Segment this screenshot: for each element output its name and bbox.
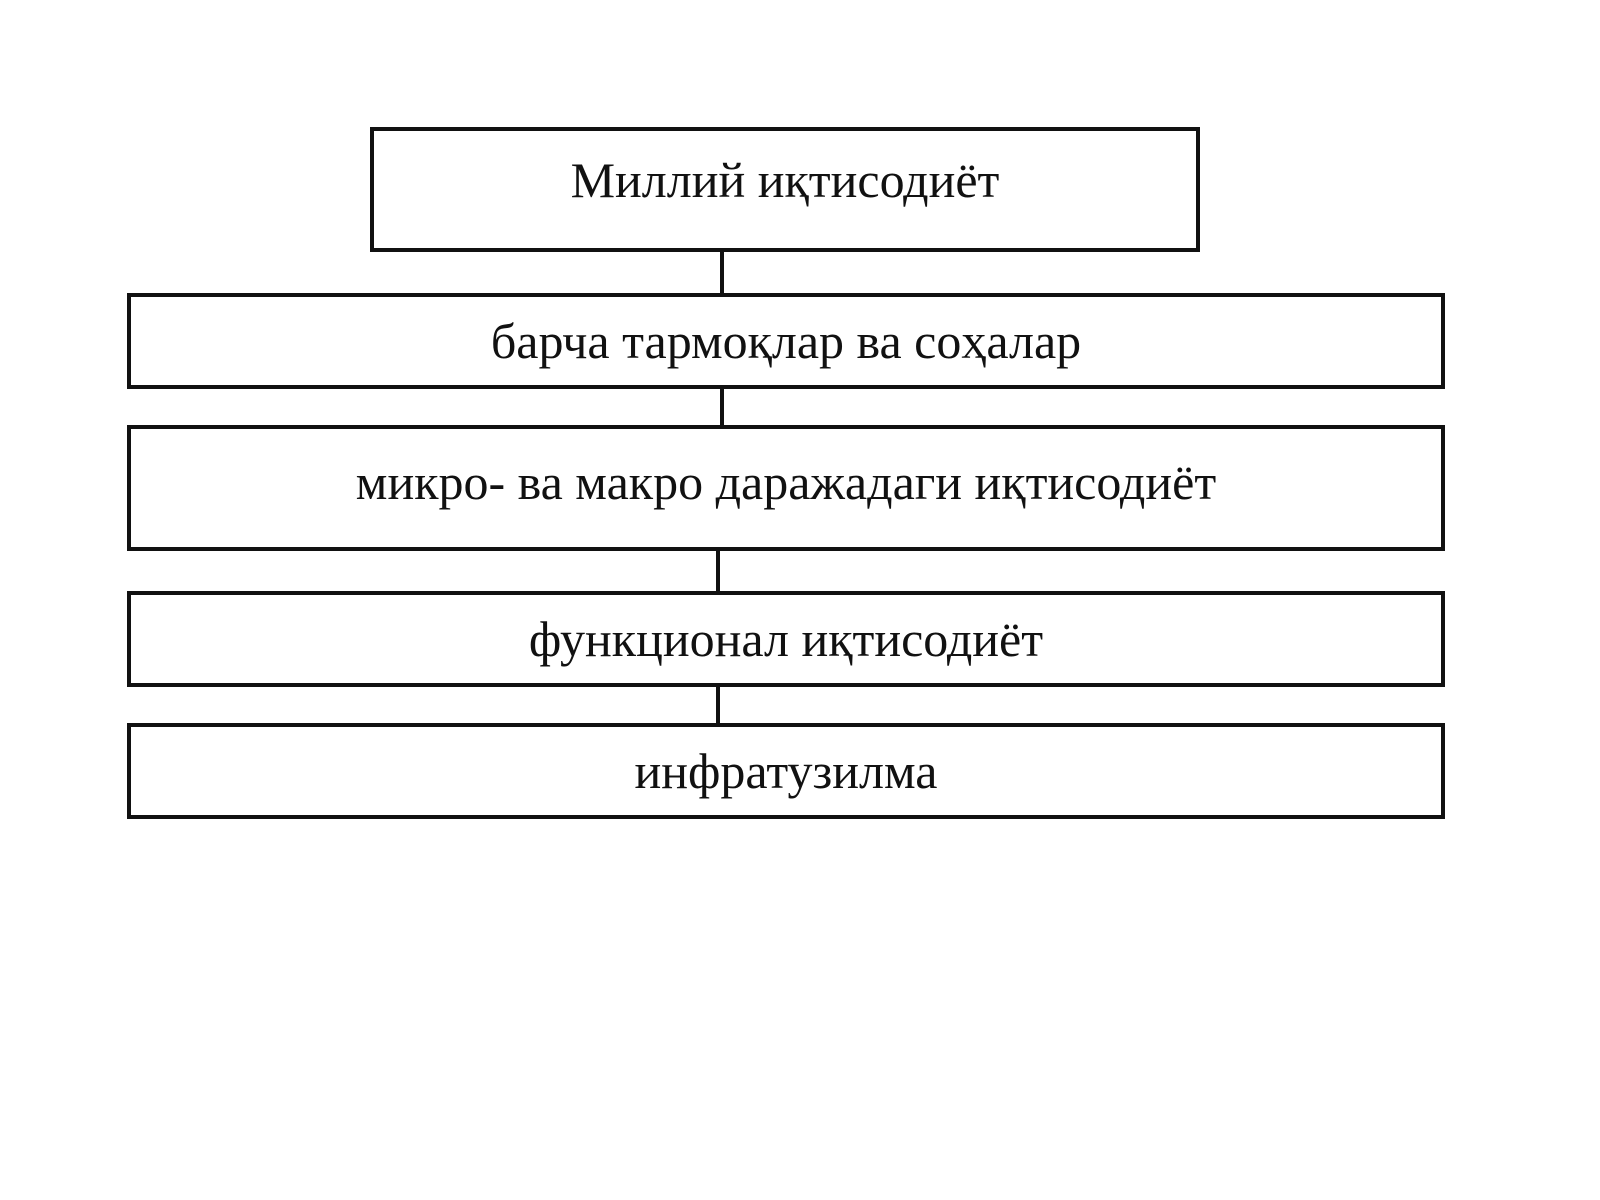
level-node-label: инфратузилма xyxy=(634,743,938,799)
level-node-box-sectors xyxy=(127,293,1445,389)
root-node-box xyxy=(370,127,1200,252)
connector-line xyxy=(716,551,720,596)
level-node-label: функционал иқтисодиёт xyxy=(528,611,1044,667)
connector-line xyxy=(720,252,724,293)
level-node-box-functional xyxy=(127,591,1445,687)
level-node-label: микро- ва макро даражадаги иқтисодиёт xyxy=(355,454,1217,510)
level-node-box-micro-macro xyxy=(127,425,1445,551)
level-node-label: барча тармоқлар ва соҳалар xyxy=(490,313,1082,369)
level-node-box-infrastructure xyxy=(127,723,1445,819)
root-node-label: Миллий иқтисодиёт xyxy=(570,152,1000,208)
